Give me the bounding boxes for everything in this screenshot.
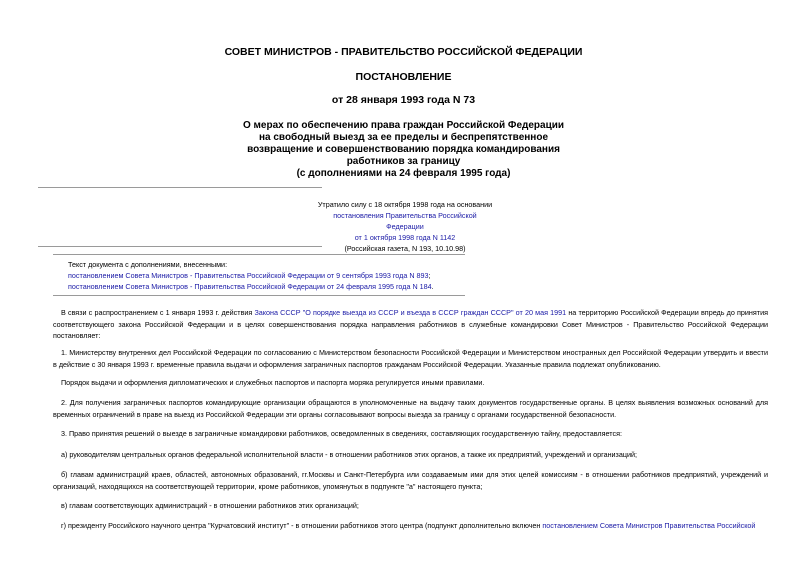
subject-line: (с дополнениями на 24 февраля 1995 года) [296,168,511,179]
paragraph-2: 2. Для получения заграничных паспортов командирующие организации обращаются в уполномоченные на выдачу таких документов государственные органы. В целях выявления возможных оснований для временных ограничений в праве на выезд из Российской Федерации эти органы согласовывают вопросы выезда за границу с органами государственной безопасности. [53,398,768,419]
invalidity-note [315,199,495,254]
divider-bottom [53,295,465,296]
divider-middle [38,246,322,247]
paragraph-3g [53,520,768,532]
subject-line: возвращение и совершенствованию порядка командирования [247,144,560,155]
council-heading: СОВЕТ МИНИСТРОВ - ПРАВИТЕЛЬСТВО РОССИЙСКОЙ ФЕДЕРАЦИИ [224,46,583,58]
amendments-intro: Текст документа с дополнениями, внесенными: [68,260,228,269]
paragraph-text: на территорию Российской Федерации впредь до принятия соответствующего закона Российской Федерации и в целях совершенствования порядка направления работников в служебные командировки Совет Министров - Правительство Российской Федерации постановляет: [53,308,768,340]
subject-line: работников за границу [346,156,461,167]
paragraph-3a: а) руководителям центральных органов федеральной исполнительной власти - в отношении работников этих органов, а также их предприятий, учреждений и организаций; [61,450,637,459]
amendment-punct: . [431,282,434,291]
amendment-link-1[interactable]: постановлением Совета Министров - Правительства Российской Федерации от 9 сентября 1993 года N 893 [68,271,429,280]
document-subject [0,120,807,180]
divider-amendments [53,254,465,255]
amendment-item [68,270,431,281]
subject-line: О мерах по обеспечению права граждан Российской Федерации [242,120,565,131]
invalidity-link-date[interactable]: от 1 октября 1998 года N 1142 [354,233,456,242]
invalidity-line: Утратило силу с 18 октября 1998 года на основании [317,200,493,209]
paragraph-1: 1. Министерству внутренних дел Российской Федерации по согласованию с Министерством безопасности Российской Федерации и Министерством иностранных дел Российской Федерации утвердить и ввести в действие с 30 января 1993 г. временные правила выдачи и оформления заграничных паспортов гражданам Российской Федерации. Указанные правила подлежат опубликованию. [53,348,768,369]
paragraph-preamble [53,307,768,342]
paragraph-text: В связи с распространением с 1 января 1993 г. действия [61,308,255,317]
paragraph-3v: в) главам соответствующих администраций - в отношении работников этих организаций; [61,501,359,510]
document-type: ПОСТАНОВЛЕНИЕ [355,71,452,83]
amendment-punct: ; [428,271,431,280]
divider-top [38,187,322,188]
paragraph-3: 3. Право принятия решений о выезде в заграничные командировки работников, осведомленных в сведениях, составляющих государственную тайну, предоставляется: [61,429,622,438]
amendment-item [68,281,434,292]
amendment-link-2[interactable]: постановлением Совета Министров - Правительства Российской Федерации от 24 февраля 1995 года N 184 [68,282,432,291]
document-date-number: от 28 января 1993 года N 73 [331,94,476,106]
paragraph-3b: б) главам администраций краев, областей, автономных образований, гг.Москвы и Санкт-Петербурга или создаваемым ими для этих целей комиссиям - в отношении работников предприятий, учреждений и организаций, находящихся на соответствующей территории, кроме работников, упомянутых в подпункте "а" настоящего пункта; [53,470,768,491]
paragraph-text: г) президенту Российского научного центра "Курчатовский институт" - в отношении работников этого центра (подпункт дополнительно включен [61,521,543,530]
law-link[interactable]: Закона СССР "О порядке выезда из СССР и въезда в СССР граждан СССР" от 20 мая 1991 [254,308,567,317]
invalidity-source: (Российская газета, N 193, 10.10.98) [344,244,466,253]
subject-line: на свободный выезд за ее пределы и беспрепятственное [258,132,549,143]
amendment-link-3[interactable]: постановлением Совета Министров Правительства Российской [542,521,756,530]
paragraph-1-note: Порядок выдачи и оформления дипломатических и служебных паспортов и паспорта моряка регулируется иными правилами. [61,378,485,387]
invalidity-link[interactable]: постановления Правительства Российской Федерации [333,211,477,231]
